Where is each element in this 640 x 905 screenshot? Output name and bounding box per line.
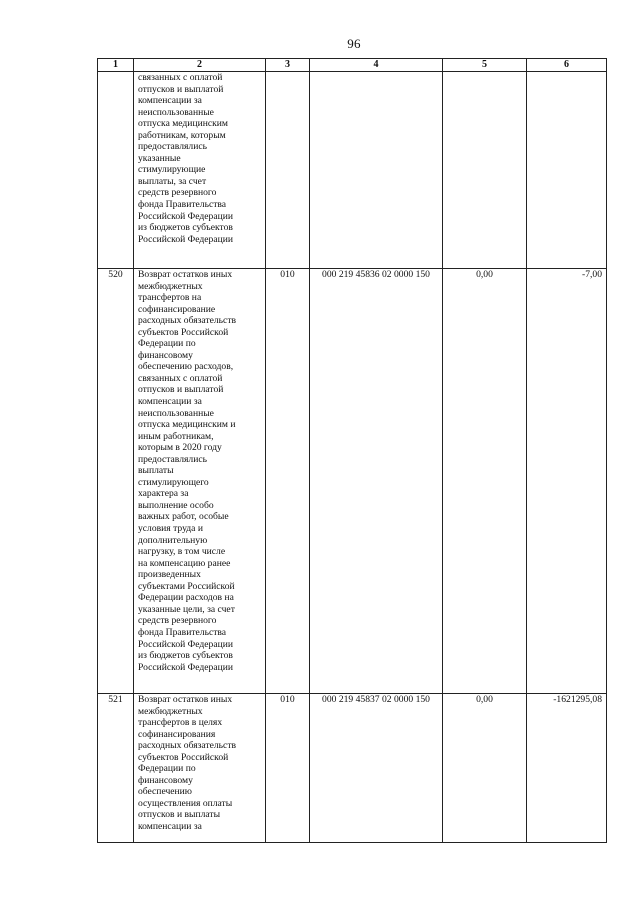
row-description: связанных с оплатой отпусков и выплатой компенсации за неиспользованные отпуска медицинским работникам, которым предоставлялись указанные стимулирующие выплаты, за счет средств резервного фонда Правительства Российской Федерации из бюджетов субъектов Российской Федерации <box>134 72 266 269</box>
table-row <box>98 269 607 694</box>
row-number: 521 <box>98 694 134 843</box>
row-number: 520 <box>98 269 134 694</box>
row-code: 010 <box>266 694 310 843</box>
column-header-2: 2 <box>134 59 266 72</box>
row-budget-classification-code <box>310 72 443 269</box>
row-number <box>98 72 134 269</box>
report-table <box>97 58 607 843</box>
table-header-row <box>98 59 607 72</box>
row-value-col6: -1621295,08 <box>527 694 607 843</box>
column-header-1: 1 <box>98 59 134 72</box>
column-header-6: 6 <box>527 59 607 72</box>
row-description: Возврат остатков иных межбюджетных трансфертов в целях софинансирования расходных обязательств субъектов Российской Федерации по финансовому обеспечению осуществления оплаты отпусков и выплаты компенсации за <box>134 694 266 843</box>
row-value-col6: -7,00 <box>527 269 607 694</box>
table-row <box>98 694 607 843</box>
row-value-col5: 0,00 <box>443 269 527 694</box>
page-number: 96 <box>347 36 361 51</box>
row-value-col6 <box>527 72 607 269</box>
row-value-col5 <box>443 72 527 269</box>
row-code <box>266 72 310 269</box>
table-row <box>98 72 607 269</box>
column-header-5: 5 <box>443 59 527 72</box>
row-budget-classification-code: 000 219 45836 02 0000 150 <box>310 269 443 694</box>
column-header-4: 4 <box>310 59 443 72</box>
column-header-3: 3 <box>266 59 310 72</box>
row-budget-classification-code: 000 219 45837 02 0000 150 <box>310 694 443 843</box>
row-code: 010 <box>266 269 310 694</box>
row-description: Возврат остатков иных межбюджетных трансфертов на софинансирование расходных обязательств субъектов Российской Федерации по финансовому обеспечению расходов, связанных с оплатой отпусков и выплатой компенсации за неиспользованные отпуска медицинским и иным работникам, которым в 2020 году предоставлялись выплаты стимулирующего характера за выполнение особо важных работ, особые условия труда и дополнительную нагрузку, в том числе на компенсацию ранее произведенных субъектами Российской Федерации расходов на указанные цели, за счет средств резервного фонда Правительства Российской Федерации из бюджетов субъектов Российской Федерации <box>134 269 266 694</box>
row-value-col5: 0,00 <box>443 694 527 843</box>
